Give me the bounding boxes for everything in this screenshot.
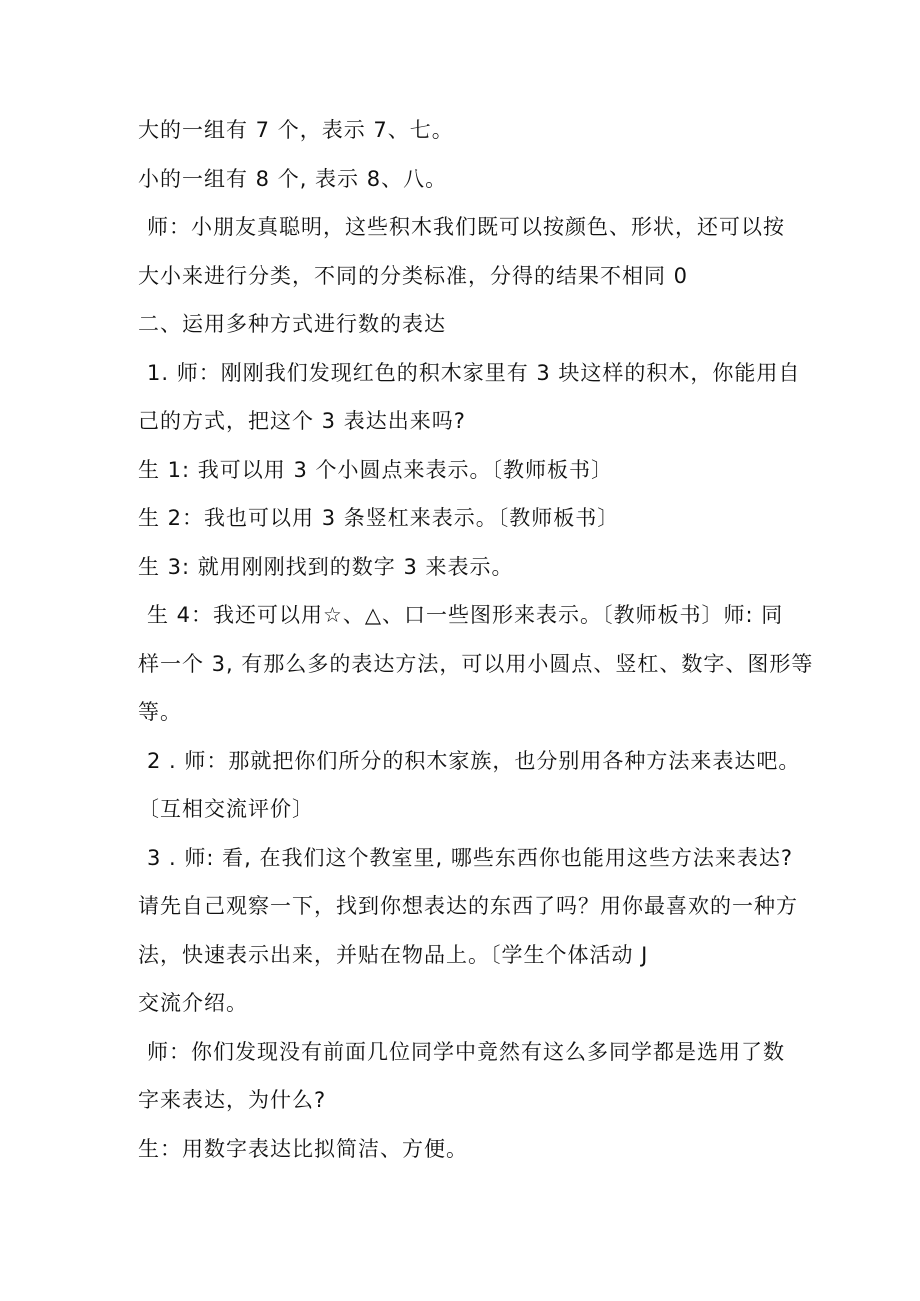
text-line-1: 大的一组有 7 个，表示 7、七。 bbox=[138, 118, 454, 142]
text-line-12: 样一个 3, 有那么多的表达方法，可以用小圆点、竖杠、数字、图形等 bbox=[138, 652, 814, 676]
text-line-21: 字来表达，为什么? bbox=[138, 1088, 327, 1112]
text-line-11: 生 4：我还可以用☆、△、口一些图形来表示。〔教师板书〕师: 同 bbox=[147, 603, 784, 627]
text-line-14: 2 . 师：那就把你们所分的积木家族，也分别用各种方法来表达吧。 bbox=[147, 749, 801, 773]
text-line-9: 生 2：我也可以用 3 条竖杠来表示。〔教师板书〕 bbox=[138, 506, 620, 530]
text-line-22: 生：用数字表达比拟简洁、方便。 bbox=[138, 1137, 468, 1161]
section-heading: 二、运用多种方式进行数的表达 bbox=[138, 312, 446, 336]
text-line-3: 师：小朋友真聪明，这些积木我们既可以按颜色、形状，还可以按 bbox=[147, 215, 785, 239]
text-line-13: 等。 bbox=[138, 700, 182, 724]
text-line-4: 大小来进行分类，不同的分类标准，分得的结果不相同 0 bbox=[138, 264, 689, 288]
text-line-20: 师：你们发现没有前面几位同学中竟然有这么多同学都是选用了数 bbox=[147, 1040, 785, 1064]
text-line-16: 3 . 师: 看, 在我们这个教室里, 哪些东西你也能用这些方法来表达? bbox=[147, 846, 793, 870]
text-line-2: 小的一组有 8 个, 表示 8、八。 bbox=[138, 167, 448, 191]
text-line-6: 1. 师：刚刚我们发现红色的积木家里有 3 块这样的积木，你能用自 bbox=[147, 361, 801, 385]
text-line-8: 生 1: 我可以用 3 个小圆点来表示。〔教师板书〕 bbox=[138, 458, 613, 482]
text-line-7: 己的方式，把这个 3 表达出来吗? bbox=[138, 409, 466, 433]
text-line-10: 生 3: 就用刚刚找到的数字 3 来表示。 bbox=[138, 555, 514, 579]
text-line-15: 〔互相交流评价〕 bbox=[138, 797, 314, 821]
text-line-18: 法，快速表示出来，并贴在物品上。〔学生个体活动 J bbox=[138, 943, 649, 967]
text-line-17: 请先自己观察一下，找到你想表达的东西了吗？用你最喜欢的一种方 bbox=[138, 894, 798, 918]
text-line-19: 交流介绍。 bbox=[138, 991, 248, 1015]
